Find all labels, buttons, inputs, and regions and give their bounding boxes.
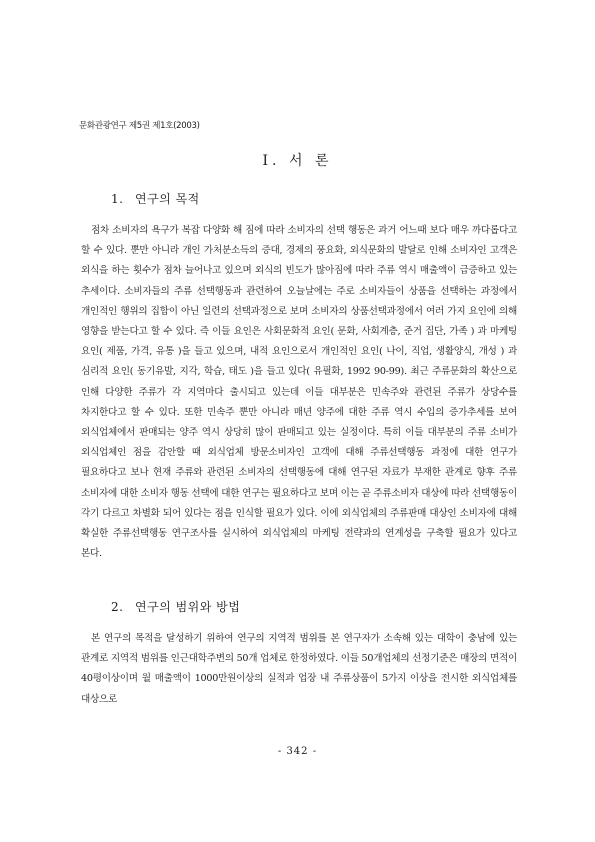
chapter-name: 서 론: [288, 153, 333, 169]
running-head: 문화관광연구 제5권 제1호(2003): [79, 121, 200, 131]
section-title: 연구의 목적: [135, 192, 200, 206]
section-title: 연구의 범위와 방법: [135, 600, 241, 614]
section-heading-purpose: [111, 190, 200, 207]
section-number: 2.: [111, 600, 124, 614]
chapter-number: Ⅰ.: [262, 153, 281, 169]
section-number: 1.: [111, 192, 124, 206]
body-paragraph-purpose: 점차 소비자의 욕구가 복잡 다양화 해 짐에 따라 소비자의 선택 행동은 과거 어느때 보다 매우 까다롭다고 할 수 있다. 뿐만 아니라 개인 가처분소득의 증대, 경제의 풍요화, 외식문화의 발달로 인해 소비자인 고객은 외식을 하는 횟수가 점차 늘어나고 있으며 외식의 빈도가 많아짐에 따라 주류 역시 매출액이 급증하고 있는 추세이다. 소비자들의 주류 선택행동과 관련하여 오늘날에는 주로 소비자들이 상품을 선택하는 과정에서 개인적인 행위의 집합이 아닌 일련의 선택과정으로 보며 소비자의 상품선택과정에서 여러 가지 요인에 의해 영향을 받는다고 할 수 있다. 즉 이들 요인은 사회문화적 요인( 문화, 사회계층, 준거 집단, 가족 ) 과 마케팅 요인( 제품, 가격, 유통 )을 들고 있으며, 내적 요인으로서 개인적인 요인( 나이, 직업, 생활양식, 개성 ) 과 심리적 요인( 동기유발, 지각, 학습, 태도 )을 들고 있다( 유필화, 1992 90-99). 최근 주류문화의 확산으로 인해 다양한 주류가 각 지역마다 출시되고 있는데 이들 대부분은 민속주와 관련된 주류가 상당수를 차지한다고 할 수 있다. 또한 민속주 뿐만 아니라 매년 양주에 대한 주류 역시 수입의 증가추세를 보여 외식업체에서 판매되는 양주 역시 상당히 많이 판매되고 있는 실정이다. 특히 이들 대부분의 주류 소비가 외식업체인 점을 감안할 때 외식업체 방문소비자인 고객에 대해 주류선택행동 과정에 대한 연구가 필요하다고 보나 현재 주류와 관련된 소비자의 선택행동에 대해 연구된 자료가 부재한 관계로 향후 주류 소비자에 대한 소비자 행동 선택에 대한 연구는 필요하다고 보며 이는 곧 주류소비자 대상에 따라 선택행동이 각기 다르고 차별화 되어 있다는 점을 인식할 필요가 있다. 이에 외식업체의 주류판매 대상인 소비자에 대해 확실한 주류선택행동 연구조사를 실시하여 외식업체의 마케팅 전략과의 연계성을 구축할 필요가 있다고 본다.: [81, 225, 517, 560]
section-heading-scope-method: [111, 598, 240, 615]
page-number: - 342 -: [277, 746, 318, 757]
chapter-title: [0, 150, 595, 170]
body-paragraph-scope-method: 본 연구의 목적을 달성하기 위하여 연구의 지역적 범위를 본 연구자가 소속해 있는 대학이 충남에 있는 관계로 지역적 범위를 인근대학주변의 50개 업체로 한정하였다. 이들 50개업체의 선정기준은 매장의 면적이 40평이상이며 월 매출액이 1000만원이상의 실적과 업장 내 주류상품이 5가지 이상을 전시한 외식업체를 대상으로: [81, 633, 517, 705]
